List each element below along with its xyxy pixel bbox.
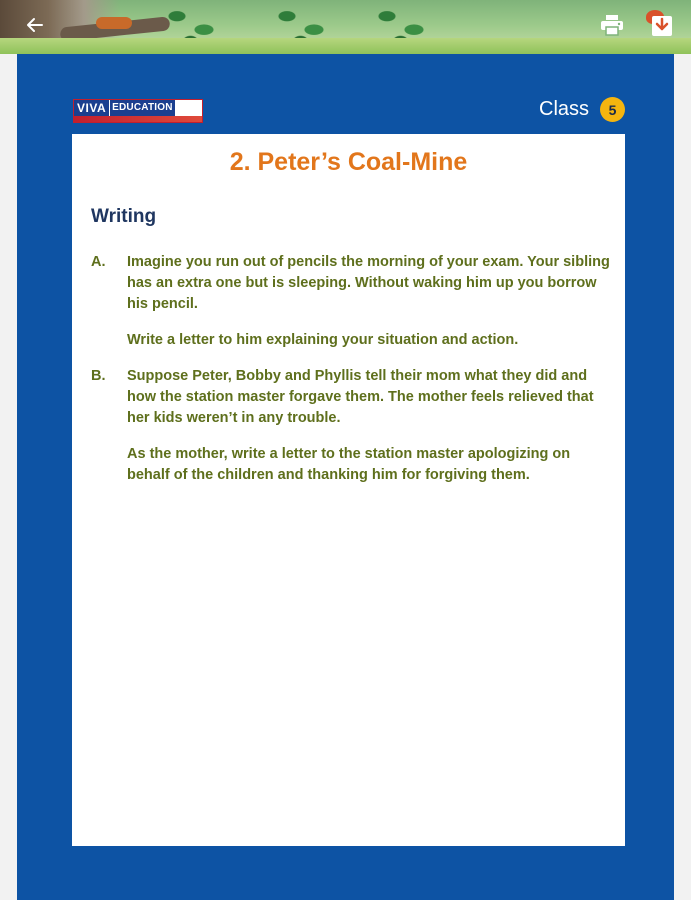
logo-education-text: EDUCATION	[109, 100, 175, 122]
printer-icon	[600, 14, 624, 36]
top-banner	[0, 0, 691, 54]
question-b-label: B.	[91, 368, 106, 384]
arrow-left-icon	[26, 16, 44, 34]
question-a-text: Imagine you run out of pencils the morning of your exam. Your sibling has an extra one but is sleeping. Without waking him up you borrow his pencil.	[127, 254, 610, 312]
question-b-text: Suppose Peter, Bobby and Phyllis tell their mom what they did and how the station master forgave them. The mother feels relieved that her kids weren’t in any trouble.	[127, 368, 594, 426]
question-a-label: A.	[91, 254, 106, 270]
book-page-frame	[17, 54, 674, 900]
logo-viva-text: VIVA	[74, 100, 109, 122]
grass-illustration	[0, 38, 691, 54]
squirrel-illustration	[96, 17, 132, 29]
class-label: Class	[539, 98, 590, 120]
class-number-badge: 5	[600, 97, 625, 122]
back-button[interactable]	[18, 8, 52, 42]
logo-stripe	[74, 116, 202, 122]
question-b-task: As the mother, write a letter to the station master apologizing on behalf of the children and thanking him for forgiving them.	[127, 446, 571, 483]
viva-education-logo	[73, 99, 203, 123]
content-page	[72, 134, 625, 846]
download-button[interactable]	[645, 8, 679, 42]
section-heading: Writing	[91, 206, 157, 227]
print-button[interactable]	[595, 8, 629, 42]
download-icon	[651, 13, 673, 37]
question-a-task: Write a letter to him explaining your situation and action.	[127, 332, 519, 348]
chapter-title: 2. Peter’s Coal-Mine	[229, 148, 468, 176]
